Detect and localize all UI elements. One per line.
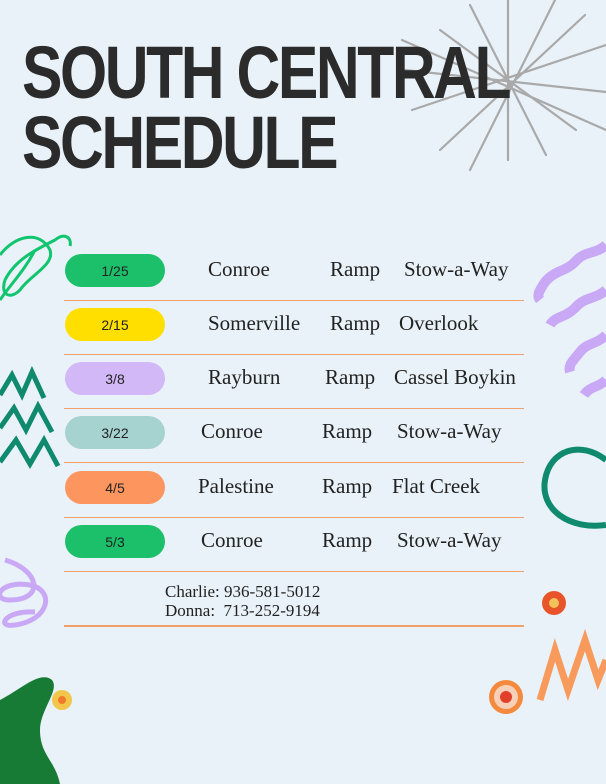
orange-zigzag-icon <box>540 640 606 700</box>
row-separator <box>64 300 524 302</box>
type-cell: Ramp <box>322 474 373 498</box>
ramp-cell: Stow-a-Way <box>397 528 502 552</box>
flower-icon <box>542 591 566 615</box>
date-pill: 3/8 <box>65 362 165 395</box>
row-separator <box>64 571 524 573</box>
purple-wave-icon <box>538 245 606 300</box>
flower-icon <box>489 680 523 714</box>
type-cell: Ramp <box>322 528 373 552</box>
ramp-cell: Overlook <box>399 311 479 335</box>
page-title <box>22 31 510 184</box>
location-cell: Rayburn <box>208 365 281 389</box>
schedule-row <box>64 249 524 301</box>
ramp-cell: Cassel Boykin <box>394 365 516 389</box>
green-blob-icon <box>0 677 60 784</box>
row-separator <box>64 517 524 519</box>
contact-charlie: Charlie: 936-581-5012 <box>165 582 321 601</box>
date-pill: 5/3 <box>65 525 165 558</box>
location-cell: Conroe <box>208 257 270 281</box>
schedule-row <box>64 411 524 463</box>
location-cell: Palestine <box>198 474 274 498</box>
schedule-row <box>64 520 524 572</box>
location-cell: Conroe <box>201 419 263 443</box>
type-cell: Ramp <box>330 257 381 281</box>
type-cell: Ramp <box>330 311 381 335</box>
row-separator <box>64 354 524 356</box>
teal-zigzag-icon <box>0 372 44 398</box>
flower-icon <box>52 690 72 710</box>
date-pill: 4/5 <box>65 471 165 504</box>
date-pill: 3/22 <box>65 416 165 449</box>
title-line-1: SOUTH CENTRAL <box>22 31 510 114</box>
contact-list <box>165 582 320 620</box>
contact-donna: Donna: 713-252-9194 <box>165 601 320 620</box>
location-cell: Somerville <box>208 311 301 335</box>
teal-loop-icon <box>544 450 606 526</box>
date-pill: 1/25 <box>65 254 165 287</box>
schedule-row <box>64 466 524 518</box>
ramp-cell: Stow-a-Way <box>404 257 509 281</box>
ramp-cell: Flat Creek <box>392 474 481 498</box>
type-cell: Ramp <box>325 365 376 389</box>
location-cell: Conroe <box>201 528 263 552</box>
row-separator <box>64 625 524 627</box>
row-separator <box>64 462 524 464</box>
date-pill: 2/15 <box>65 308 165 341</box>
title-line-2: SCHEDULE <box>22 101 337 184</box>
row-separator <box>64 408 524 410</box>
purple-scribble-icon <box>0 560 46 625</box>
schedule-row <box>64 303 524 355</box>
green-scribble-icon <box>0 236 70 295</box>
ramp-cell: Stow-a-Way <box>397 419 502 443</box>
schedule-row <box>64 357 524 409</box>
type-cell: Ramp <box>322 419 373 443</box>
